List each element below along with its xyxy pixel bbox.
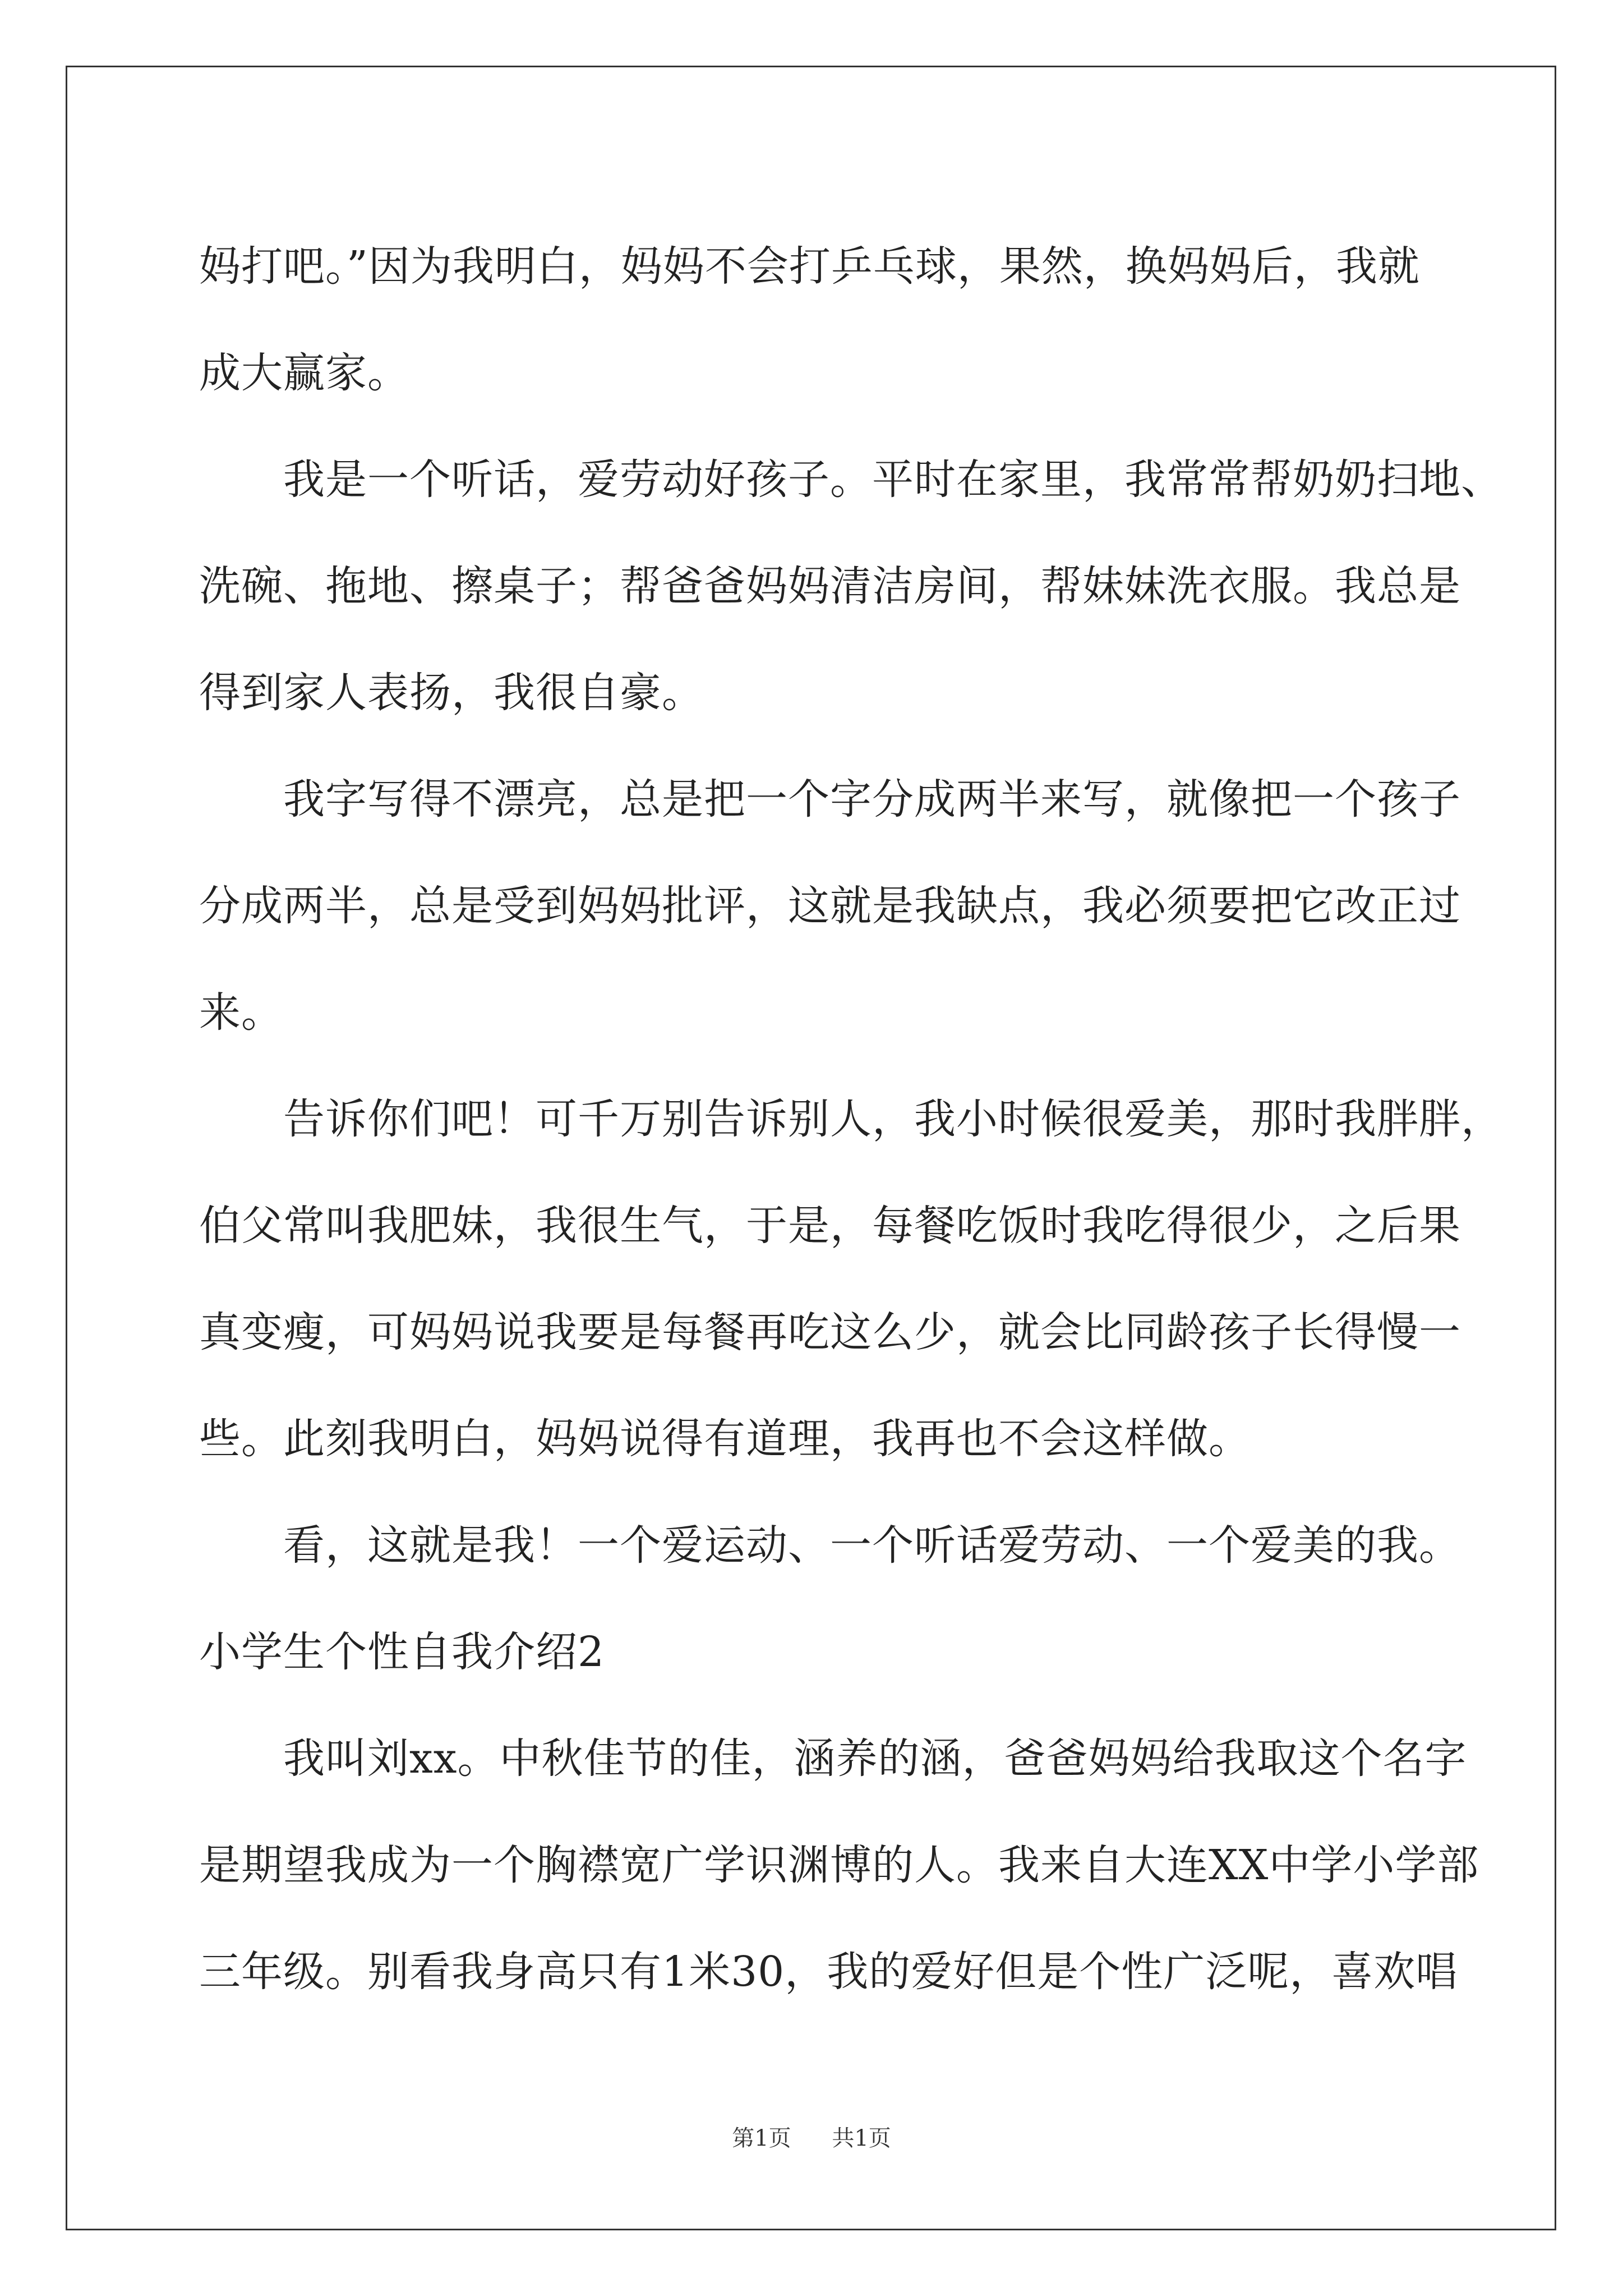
text-line: 些。此刻我明白，妈妈说得有道理，我再也不会这样做。	[199, 1415, 1251, 1463]
text-line: 我字写得不漂亮，总是把一个字分成两半来写，就像把一个孩子	[283, 775, 1461, 823]
text-line: 洗碗、拖地、擦桌子；帮爸爸妈妈清洁房间，帮妹妹洗衣服。我总是	[199, 562, 1461, 610]
text-line: 真变瘦，可妈妈说我要是每餐再吃这么少，就会比同龄孩子长得慢一	[199, 1308, 1461, 1356]
text-line: 告诉你们吧！可千万别告诉别人，我小时候很爱美，那时我胖胖，	[283, 1095, 1503, 1143]
text-line: 伯父常叫我肥妹，我很生气，于是，每餐吃饭时我吃得很少，之后果	[199, 1202, 1461, 1250]
text-line: 是期望我成为一个胸襟宽广学识渊博的人。我来自大连XX中学小学部	[199, 1841, 1479, 1889]
total-pages: 共1页	[832, 2125, 891, 2151]
text-line: 妈打吧。”因为我明白，妈妈不会打乒乓球，果然，换妈妈后，我就	[199, 242, 1420, 291]
text-line: 看，这就是我！一个爱运动、一个听话爱劳动、一个爱美的我。	[283, 1521, 1461, 1570]
section-heading: 小学生个性自我介绍2	[199, 1628, 605, 1676]
text-line: 来。	[199, 988, 283, 1037]
text-line: 分成两半，总是受到妈妈批评，这就是我缺点，我必须要把它改正过	[199, 882, 1461, 930]
page-number: 第1页	[732, 2125, 791, 2151]
page-footer	[0, 2120, 1623, 2152]
text-line: 成大赢家。	[199, 349, 409, 397]
text-line: 得到家人表扬，我很自豪。	[199, 669, 704, 717]
text-line: 我叫刘xx。中秋佳节的佳，涵养的涵，爸爸妈妈给我取这个名字	[283, 1734, 1467, 1783]
document-body	[199, 213, 1503, 2025]
text-line: 三年级。别看我身高只有1米30，我的爱好但是个性广泛呢，喜欢唱	[199, 1948, 1458, 1996]
text-line: 我是一个听话，爱劳动好孩子。平时在家里，我常常帮奶奶扫地、	[283, 455, 1503, 504]
